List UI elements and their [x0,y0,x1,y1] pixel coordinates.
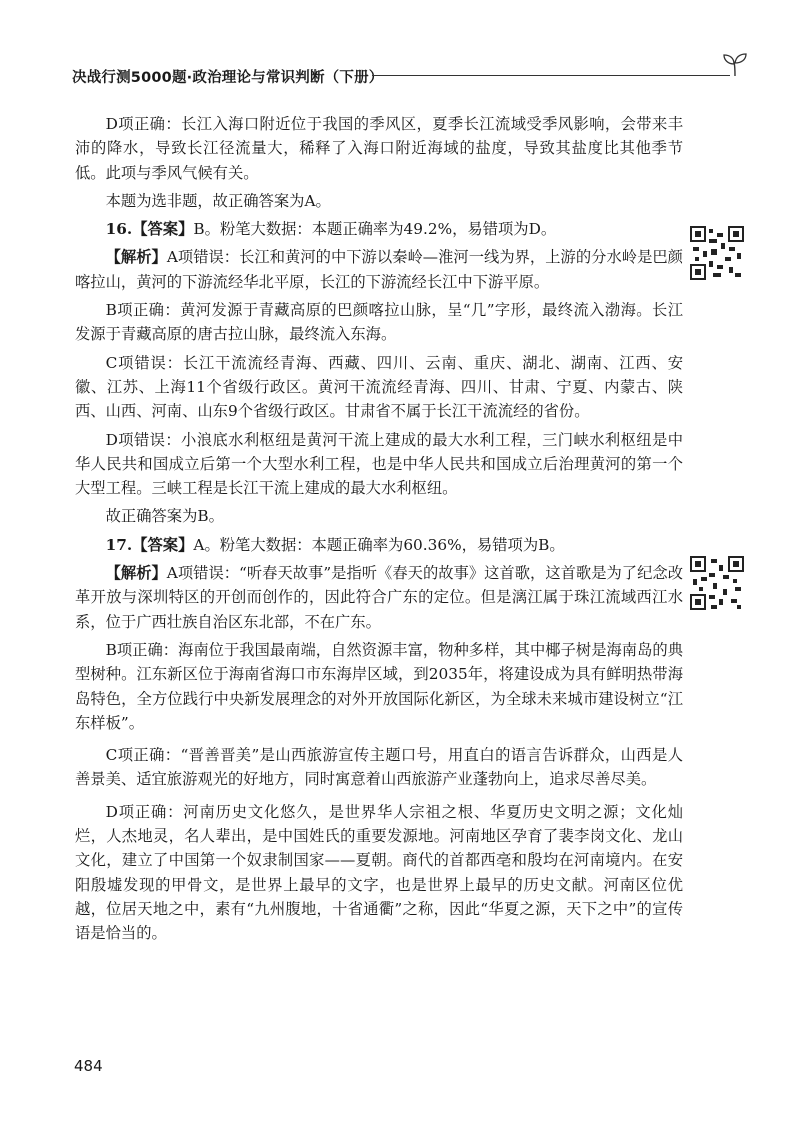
paragraph-analysis-16-b: B项正确：黄河发源于青藏高原的巴颜喀拉山脉，呈“几”字形，最终流入渤海。长江发源于青藏高原的唐古拉山脉，最终流入东海。 [75,301,683,344]
qr-code-icon[interactable] [689,555,745,611]
running-header [72,58,748,92]
paragraph-answer-15: 本题为选非题，故正确答案为A。 [105,191,331,210]
page-body [75,112,683,950]
paragraph-analysis-17-c: C项正确：“晋善晋美”是山西旅游宣传主题口号，用直白的语言告诉群众，山西是人善景美、适宜旅游观光的好地方，同时寓意着山西旅游产业蓬勃向上，追求尽善尽美。 [75,746,683,789]
paragraph-answer-17: 17.【答案】A。粉笔大数据：本题正确率为60.36%，易错项为B。 [105,535,565,554]
paragraph-analysis-17-b: B项正确：海南位于我国最南端，自然资源丰富，物种多样，其中椰子树是海南岛的典型树种。江东新区位于海南省海口市东海岸区域，到2035年，将建设成为具有鲜明热带海岛特色，全方位践行中央新发展理念的对外开放国际化新区，为全球未来城市建设树立“江东样板”。 [75,640,683,732]
header-rule [372,75,730,76]
paragraph-analysis-16-c: C项错误：长江干流流经青海、西藏、四川、云南、重庆、湖北、湖南、江西、安徽、江苏、上海11个省级行政区。黄河干流流经青海、四川、甘肃、宁夏、内蒙古、陕西、山西、河南、山东9个省级行政区。甘肃省不属于长江干流流经的省份。 [75,353,683,421]
analysis-label: 【解析】 [105,248,167,267]
paragraph-analysis-16-a: 【解析】A项错误：长江和黄河的中下游以秦岭—淮河一线为界，上游的分水岭是巴颜喀拉山，黄河的下游流经华北平原，长江的下游流经长江中下游平原。 [75,248,683,291]
answer-label: 17.【答案】 [105,535,194,554]
paragraph-answer-16: 16.【答案】B。粉笔大数据：本题正确率为49.2%，易错项为D。 [105,220,557,239]
answer-label: 16.【答案】 [105,220,194,239]
page-number: 484 [74,1057,103,1075]
paragraph-analysis-17-a: 【解析】A项错误：“听春天故事”是指听《春天的故事》这首歌，这首歌是为了纪念改革开放与深圳特区的开创而创作的，因此符合广东的定位。但是漓江属于珠江流域西江水系，位于广西壮族自治区东北部，不在广东。 [75,564,683,631]
paragraph-analysis-16-d: D项错误：小浪底水利枢纽是黄河干流上建成的最大水利工程，三门峡水利枢纽是中华人民共和国成立后第一个大型水利工程，也是中华人民共和国成立后治理黄河的第一个大型工程。三峡工程是长江干流上建成的最大水利枢纽。 [75,430,683,498]
paragraph-conclusion-16: 故正确答案为B。 [105,507,224,526]
book-title: 决战行测5000题·政治理论与常识判断（下册） [72,70,384,86]
paragraph-d-yangtze: D项正确：长江入海口附近位于我国的季风区，夏季长江流域受季风影响，会带来丰沛的降水，导致长江径流量大，稀释了入海口附近海域的盐度，导致其盐度比其他季节低。此项与季风气候有关。 [75,115,683,182]
sprout-leaf-icon [722,52,748,78]
qr-code-icon[interactable] [689,225,745,281]
analysis-label: 【解析】 [105,564,167,583]
paragraph-analysis-17-d: D项正确：河南历史文化悠久，是世界华人宗祖之根、华夏历史文明之源；文化灿烂，人杰地灵，名人辈出，是中国姓氏的重要发源地。河南地区孕育了裴李岗文化、龙山文化，建立了中国第一个奴隶制国家——夏朝。商代的首都西亳和殷均在河南境内。在安阳殷墟发现的甲骨文，是世界上最早的文字，也是世界上最早的历史文献。河南区位优越，位居天地之中，素有“九州腹地，十省通衢”之称，因此“华夏之源，天下之中”的宣传语是恰当的。 [75,802,683,943]
